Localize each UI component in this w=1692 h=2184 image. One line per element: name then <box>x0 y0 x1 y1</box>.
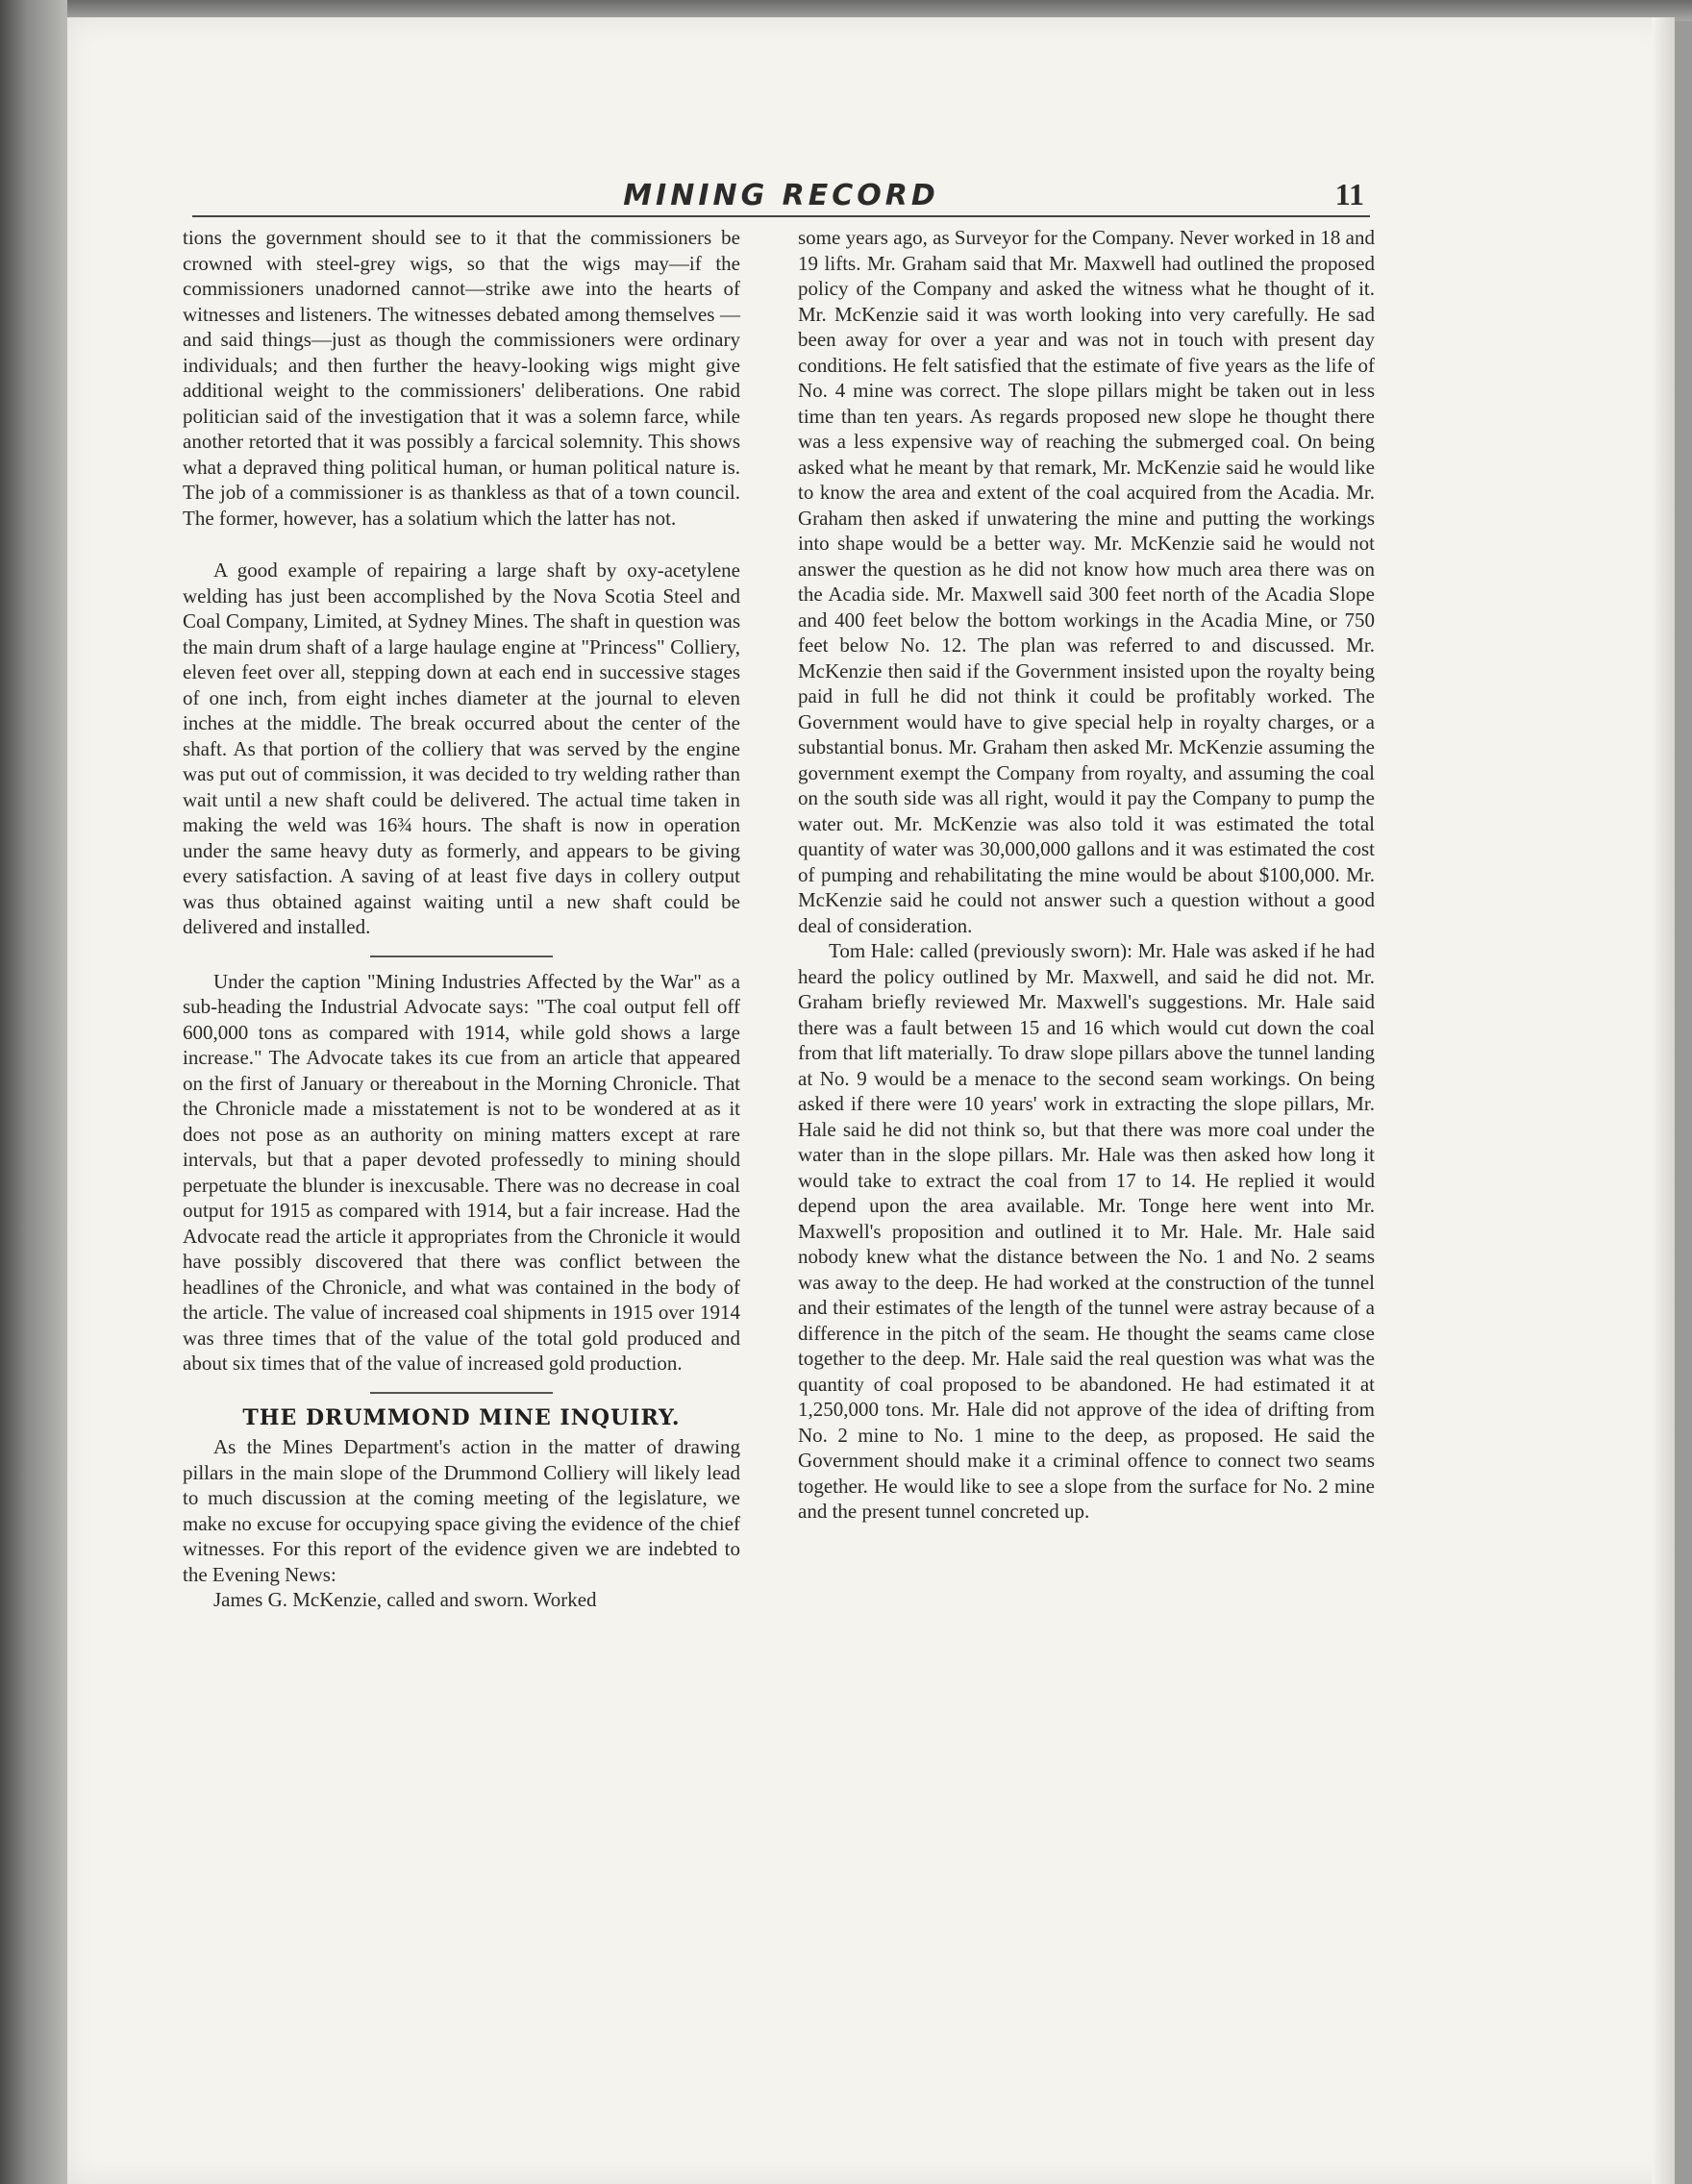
inquiry-intro-paragraph: As the Mines Department's action in the matter of drawing pillars in the main slope of the Drummond Colliery will likely lead to much discussion at the coming meeting of the legislature, we make no excuse for occupying space giving the evidence of the chief witnesses. For this report of the evidence given we are indebted to the Evening News: <box>183 1435 740 1586</box>
advocate-paragraph: Under the caption "Mining Industries Affected by the War" as a sub-heading the Industrial Advocate says: "The coal output fell off 600,000 tons as compared with 1914, while gold shows a large increase." The Advocate takes its cue from an article that appeared on the first of January or thereabout in the Morning Chronicle. That the Chronicle made a misstatement is not to be wondered at as it does not pose as an authority on mining matters except at rare intervals, but that a paper devoted professedly to mining should perpetuate the blunder is inexcusable. There was no decrease in coal output for 1915 as compared with 1914, but a fair increase. Had the Advocate read the article it appropriates from the Chronicle it would have possibly discovered that there was conflict between the headlines of the Chronicle, and what was contained in the body of the article. The value of increased coal shipments in 1915 over 1914 was three times that of the value of the total gold produced and about six times that of the value of increased gold production. <box>183 969 740 1375</box>
page-number: 11 <box>1334 177 1364 211</box>
book-binding <box>0 0 67 2184</box>
running-header <box>192 179 1370 217</box>
commissioners-paragraph: tions the government should see to it that the commissioners be crowned with steel-grey wigs, so that the wigs may—if the commissioners unadorned cannot—strike awe into the hearts of witnesses and listeners. The witnesses debated among themselves —and said things—just as though the commissioners were ordinary individuals; and then further the heavy-looking wigs might give additional weight to the commissioners' deliberations. One rabid politician said of the investigation that it was a solemn farce, while another retorted that it was possibly a farcical solemnity. This shows what a depraved thing political human, or human political nature is. The job of a commissioner is as thankless as that of a town council. The former, however, has a solatium which the latter has not. <box>183 226 740 530</box>
header-rule <box>192 215 1370 217</box>
publication-title: MINING RECORD <box>623 179 939 212</box>
welding-paragraph: A good example of repairing a large shaft by oxy-acetylene welding has just been accomplished by the Nova Scotia Steel and Coal Company, Limited, at Sydney Mines. The shaft in question was the main drum shaft of a large haulage engine at "Princess" Colliery, eleven feet over all, stepping down at each end in successive stages of one inch, from eight inches diameter at the journal to eleven inches at the middle. The break occurred about the center of the shaft. As that portion of the colliery that was served by the engine was put out of commission, it was decided to try welding rather than wait until a new shaft could be delivered. The actual time taken in making the weld was 16¾ hours. The shaft is now in operation under the same heavy duty as formerly, and appears to be giving every satisfaction. A saving of at least five days in collery output was thus obtained against waiting until a new shaft could be delivered and installed. <box>183 558 740 938</box>
mckenzie-testimony-start: James G. McKenzie, called and sworn. Worked <box>213 1588 597 1611</box>
mckenzie-testimony-continued: some years ago, as Surveyor for the Company. Never worked in 18 and 19 lifts. Mr. Graham said that Mr. Maxwell had outlined the proposed policy of the Company and asked the witness what he thought of it. Mr. McKenzie said it was worth looking into very carefully. He sad been away for over a year and was not in touch with present day conditions. He felt satisfied that the estimate of five years as the life of No. 4 mine was correct. The slope pillars might be taken out in less time than ten years. As regards proposed new slope he thought there was a less expensive way of reaching the submerged coal. On being asked what he meant by that remark, Mr. McKenzie said he would like to know the area and extent of the coal acquired from the Acadia. Mr. Graham then asked if unwatering the mine and putting the workings into shape would be a better way. Mr. McKenzie said he would not answer the question as he did not know how much area there was on the Acadia side. Mr. Maxwell said 300 feet north of the Acadia Slope and 400 feet below the bottom workings in the Acadia Mine, or 750 feet below No. 12. The plan was referred to and discussed. Mr. McKenzie then said if the Government insisted upon the royalty being paid in full he did not think it could be profitably worked. The Government would have to give special help in royalty charges, or a substantial bonus. Mr. Graham then asked Mr. McKenzie assuming the government exempt the Company from royalty, and assuming the coal on the south side was all right, would it pay the Company to pump the water out. Mr. McKenzie was also told it was estimated the total quantity of water was 30,000,000 gallons and it was estimated the cost of pumping and rehabilitating the mine would be about $100,000. Mr. McKenzie said he could not answer such a question without a good deal of consideration. <box>798 226 1375 937</box>
right-column <box>798 225 1375 1525</box>
section-divider <box>370 956 553 957</box>
left-column <box>183 225 740 1613</box>
section-divider <box>370 1392 553 1394</box>
paragraph-spacer <box>183 531 740 558</box>
drummond-inquiry-heading: THE DRUMMOND MINE INQUIRY. <box>242 1404 681 1430</box>
hale-testimony-paragraph: Tom Hale: called (previously sworn): Mr. Hale was asked if he had heard the policy outlined by Mr. Maxwell, and said he did not. Mr. Graham briefly reviewed Mr. Maxwell's suggestions. Mr. Hale said there was a fault between 15 and 16 which would cut down the coal from that lift materially. To draw slope pillars above the tunnel landing at No. 9 would be a menace to the second seam workings. On being asked if there were 10 years' work in extracting the slope pillars, Mr. Hale said he did not think so, but that there was more coal under the water than in the slope pillars. Mr. Hale was then asked how long it would take to extract the coal from 17 to 14. He replied it would depend upon the area available. Mr. Tonge here went into Mr. Maxwell's proposition and outlined it to Mr. Hale. Mr. Hale said nobody knew what the distance between the No. 1 and No. 2 seams was away to the deep. He had worked at the construction of the tunnel and their estimates of the length of the tunnel were astray because of a difference in the pitch of the seam. He thought the seams came close together to the deep. Mr. Hale said the real question was what was the quantity of coal proposed to be abandoned. He had estimated it at 1,250,000 tons. Mr. Hale did not approve of the idea of drifting from No. 2 mine to No. 1 mine to the deep, as proposed. He said the Government should make it a criminal offence to connect two seams together. He would like to see a slope from the surface for No. 2 mine and the present tunnel concreted up. <box>798 939 1375 1523</box>
page-edge-shadow <box>1652 17 1675 2184</box>
